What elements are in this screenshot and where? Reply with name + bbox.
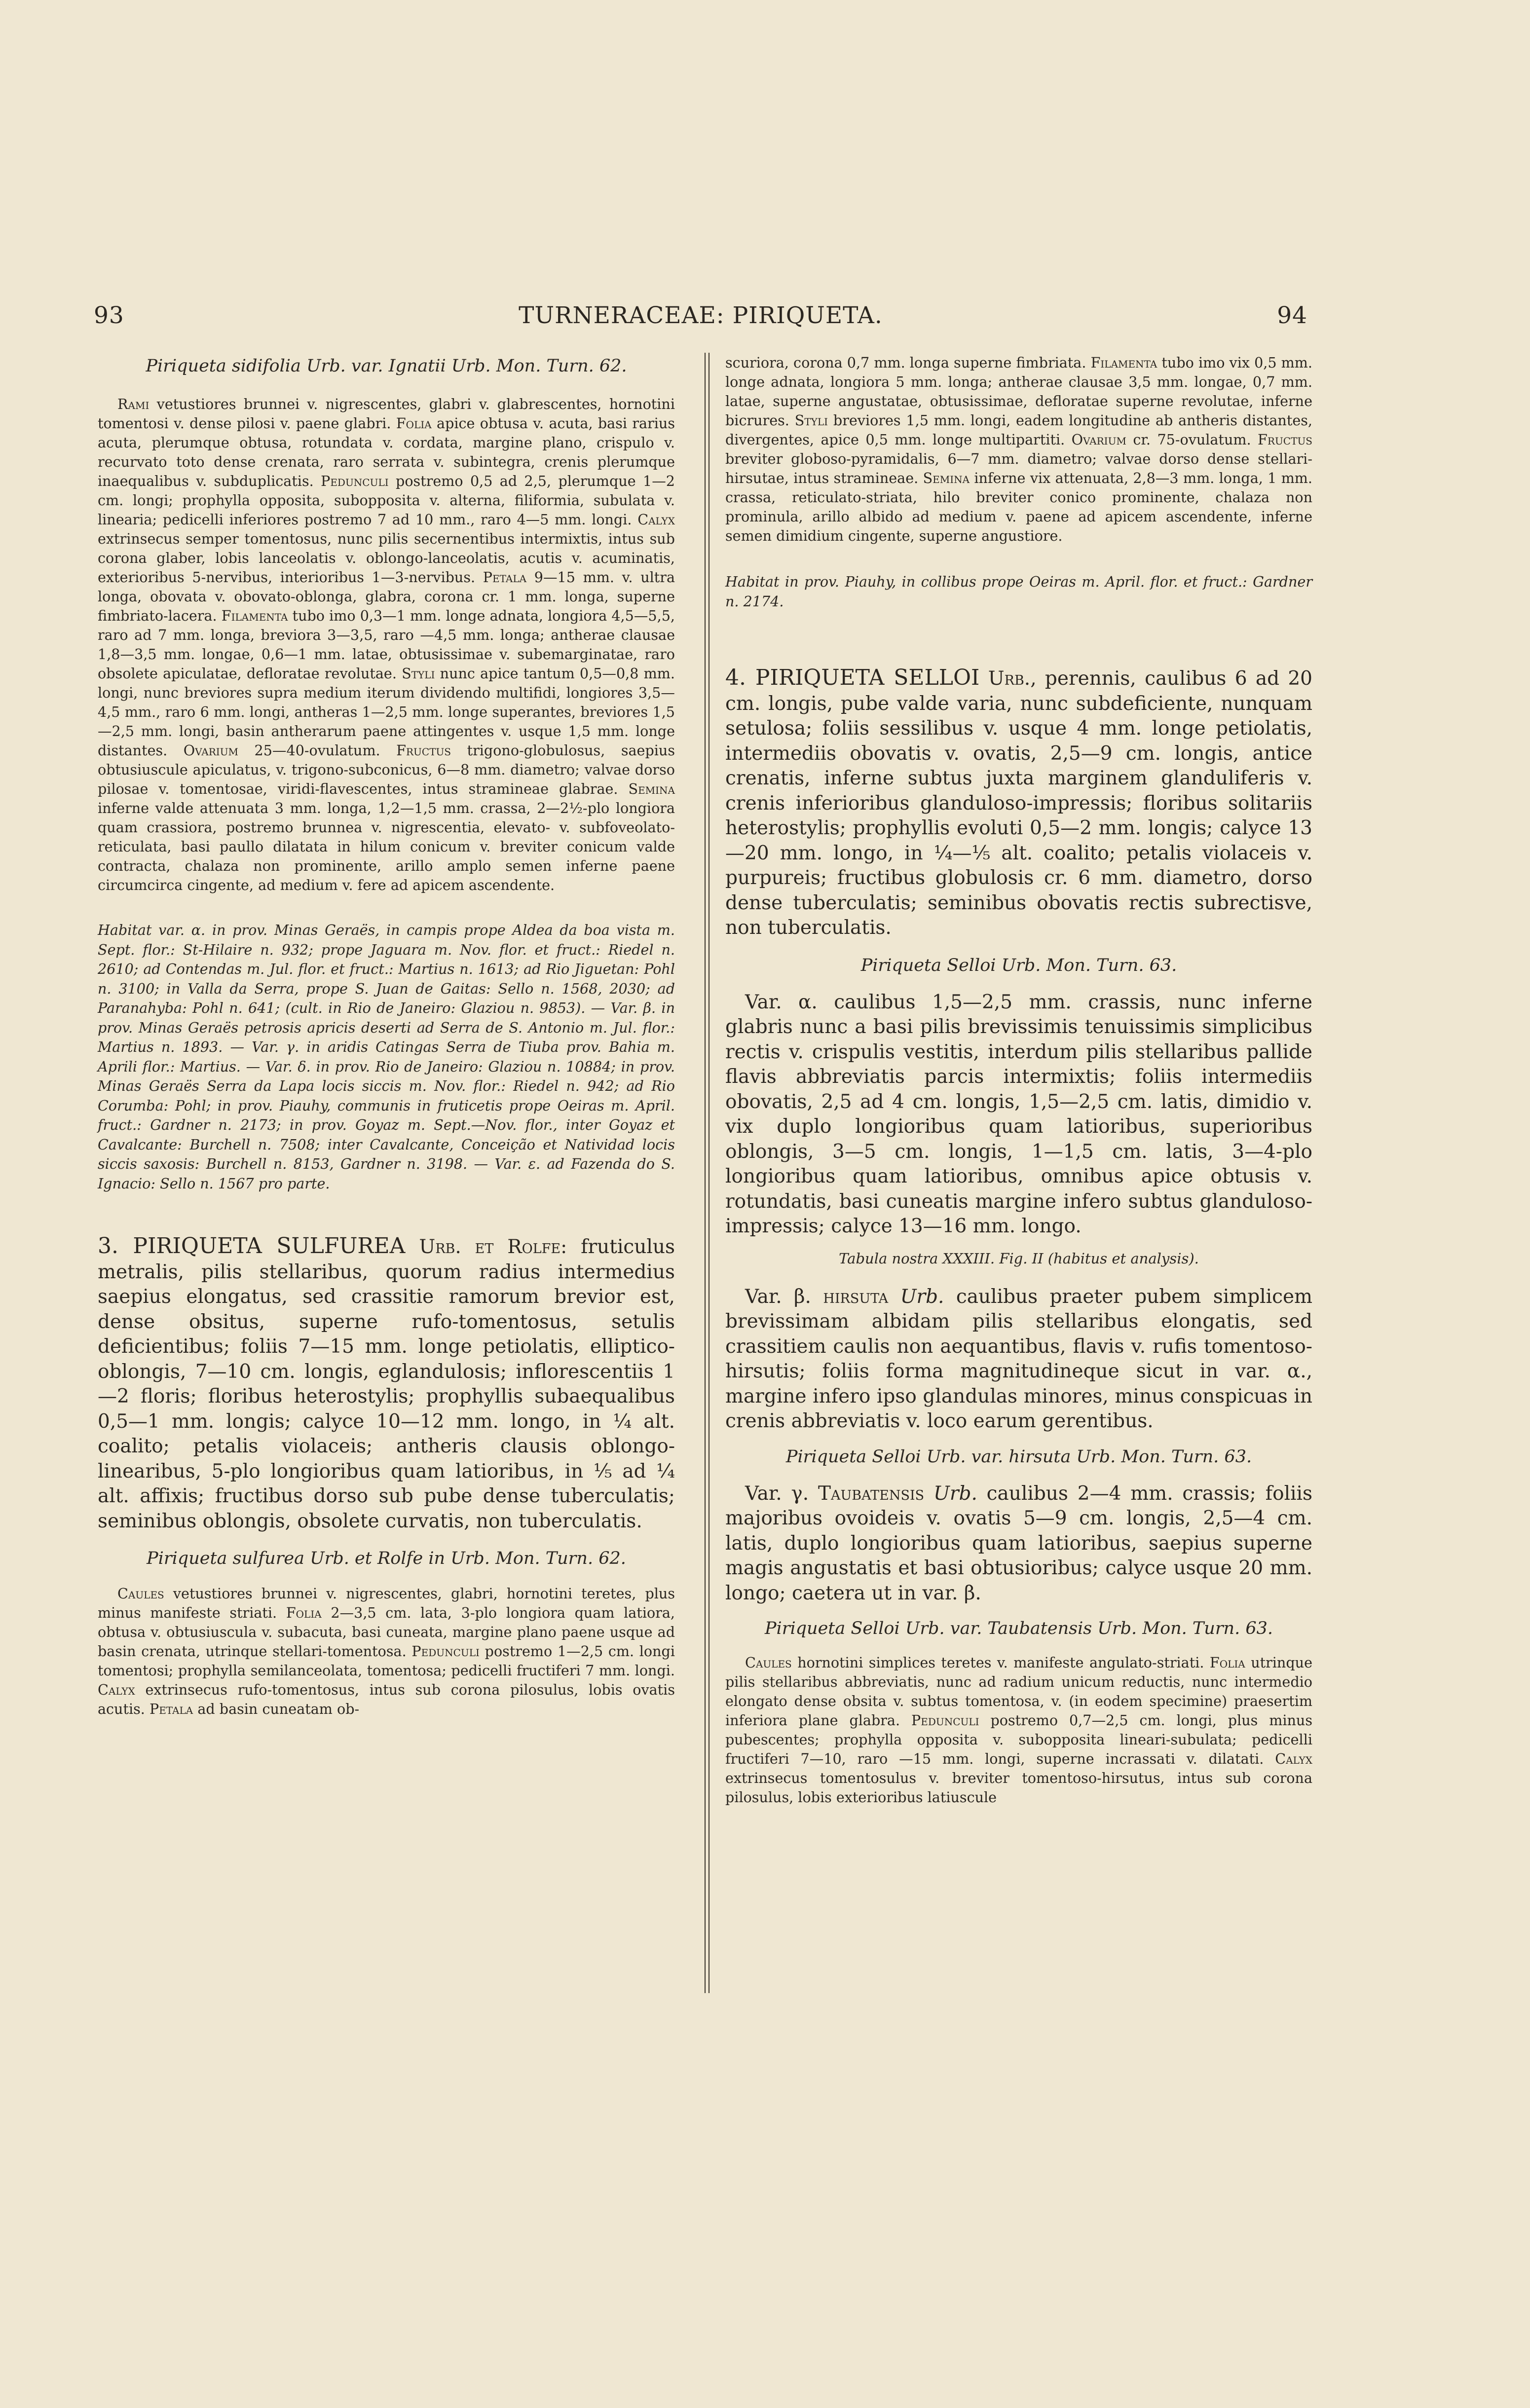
description-sulfurea (98, 1584, 675, 1719)
species-3-heading: 3. PIRIQUETA SULFUREA (98, 1233, 406, 1259)
organ-text: trigono-globulosus, saepius obtusiuscule apiculatus, v. trigono-subconicus, 6—8 mm. diametro; valvae dorso pilosae v. tomentosae, viridi-flavescentes, intus stramineae glabrae. (98, 742, 675, 797)
citation-hirsuta: Piriqueta Selloi Urb. var. hirsuta Urb. Mon. Turn. 63. (785, 1446, 1252, 1467)
organ-text: utrinque pilis stellaribus abbreviatis, nunc ad radium unicum reductis, nunc intermedio elongato dense obsita v. subtus tomentosa, v. (in eodem specimine) praesertim inferiora plane glabra. (725, 1654, 1312, 1729)
organ-text: hornotini simplices teretes v. manifeste angulato-striati. (791, 1654, 1210, 1671)
description-paragraph (98, 1584, 675, 1719)
variety-gamma (725, 1482, 1312, 1606)
running-title: TURNERACEAE: PIRIQUETA. (519, 302, 883, 329)
organ-heading: Rami (117, 396, 149, 412)
organ-heading: Styli (794, 412, 828, 429)
organ-text: breviter globoso-pyramidalis, 6—7 mm. diametro; valvae dorso dense stellari-hirsutae, intus stramineae. (725, 450, 1312, 486)
habitat-sulfurea: Habitat in prov. Piauhy, in collibus prope Oeiras m. April. flor. et fruct.: Gardner n. 2174. (725, 573, 1312, 610)
organ-heading: Petala (149, 1701, 193, 1717)
variety-gamma-text: caulibus 2—4 mm. crassis; foliis majoribus ovoideis v. ovatis 5—9 cm. longis, 2,5—4 cm. latis, duplo longioribus quam latioribus, saepius superne magis angustatis et basi obtusioribus; calyce usque 20 mm. longo; caetera ut in var. β. (725, 1482, 1312, 1604)
organ-text: cr. 75-ovulatum. (1126, 431, 1258, 448)
column-divider (705, 353, 709, 1993)
citation-sidifolia: Piriqueta sidifolia Urb. var. Ignatii Urb. Mon. Turn. 62. (146, 356, 627, 376)
variety-beta-label: Var. β. (745, 1285, 811, 1308)
organ-heading: Calyx (1275, 1750, 1312, 1767)
organ-heading: Petala (483, 569, 527, 586)
organ-text: vetustiores brunnei v. nigrescentes, glabri, hornotini teretes, plus minus manifeste striati. (98, 1585, 675, 1621)
organ-heading: Ovarium (1071, 431, 1126, 448)
variety-beta-author: Urb. (900, 1285, 944, 1308)
description-sulfurea-continued (725, 353, 1312, 546)
species-3-description (98, 1234, 675, 1534)
organ-heading: Fructus (396, 742, 451, 759)
organ-text: inferne valde attenuata 3 mm. longa, 1,2—1,5 mm. crassa, 2—2½-plo longiora quam crassiora, postremo brunnea v. nigrescentia, elevato- v. subfoveolato-reticulata, basi paullo dilatata in hilum conicum v. breviter conicum valde contracta, chalaza non prominente, arillo amplo semen inferne paene circumcirca cingente, ad medium v. fere ad apicem ascendente. (98, 800, 675, 893)
description-paragraph (725, 1653, 1312, 1807)
description-taubatensis (725, 1653, 1312, 1807)
organ-text: 25—40-ovulatum. (238, 742, 397, 759)
description-sidifolia (98, 395, 675, 895)
species-3-author: Urb. et Rolfe (419, 1236, 561, 1258)
variety-beta-name: hirsuta (823, 1285, 889, 1308)
organ-heading: Caules (745, 1654, 792, 1671)
organ-heading: Filamenta (221, 607, 288, 624)
organ-text: tubo imo vix 0,5 mm. longe adnata, longiora 5 mm. longa; antherae clausae 3,5 mm. longae, 0,7 mm. latae, superne angustatae, obtusissimae, defloratae superne revolutae, inferne bicrures. (725, 354, 1312, 429)
organ-heading: Semina (628, 780, 675, 797)
citation-taubatensis: Piriqueta Selloi Urb. var. Taubatensis Urb. Mon. Turn. 63. (764, 1619, 1273, 1638)
organ-heading: Folia (1209, 1654, 1245, 1671)
variety-gamma-label: Var. γ. (745, 1482, 809, 1505)
organ-heading: Filamenta (1090, 354, 1157, 371)
page-number-right: 94 (1277, 302, 1307, 329)
organ-heading: Styli (402, 665, 435, 682)
organ-text: extrinsecus rufo-tomentosus, intus sub corona pilosulus, lobis ovatis acutis. (98, 1681, 675, 1717)
species-4-author: Urb. (988, 667, 1031, 690)
organ-heading: Folia (286, 1604, 322, 1621)
species-4-diagnosis: , perennis, caulibus 6 ad 20 cm. longis, pube valde varia, nunc subdeficiente, nunquam setulosa; foliis sessilibus v. usque 4 mm. longe petiolatis, intermediis obovatis v. ovatis, 2,5—9 cm. longis, antice crenatis, inferne subtus juxta marginem glanduliferis v. crenis inferioribus glanduloso-impressis; floribus solitariis heterostylis; prophyllis evoluti 0,5—2 mm. longis; calyce 13—20 mm. longo, in ¼—⅕ alt. coalito; petalis violaceis v. purpureis; fructibus globulosis cr. 6 mm. diametro, dorso dense tuberculatis; seminibus obovatis rectis subrectisve, non tuberculatis. (725, 667, 1312, 939)
page-number-left: 93 (94, 302, 124, 329)
organ-heading: Pedunculi (321, 473, 389, 489)
organ-text: extrinsecus semper tomentosus, nunc pilis secernentibus intermixtis, intus sub corona glaber, lobis lanceolatis v. oblongo-lanceolatis, acutis v. acuminatis, exterioribus 5-nervibus, interioribus 1—3-nervibus. (98, 530, 675, 586)
organ-text: 2—3,5 cm. lata, 3-plo longiora quam latiora, obtusa v. obtusiuscula v. subacuta, basi cuneata, margine plano paene usque ad basin crenata, utrinque stellari-tomentosa. (98, 1604, 675, 1660)
organ-heading: Pedunculi (411, 1643, 480, 1660)
organ-text: ad basin cuneatam ob- (193, 1701, 360, 1717)
plate-reference: Tabula nostra XXXIII. Fig. II (habitus et analysis). (839, 1250, 1199, 1267)
organ-heading: Calyx (637, 511, 675, 528)
organ-text: postremo 0,5 ad 2,5, plerumque 1—2 cm. longi; prophylla opposita, subopposita v. alterna, filiformia, subulata v. linearia; pedicelli inferiores postremo 7 ad 10 mm., raro 4—5 mm. longi. (98, 473, 675, 528)
variety-alpha: Var. α. caulibus 1,5—2,5 mm. crassis, nunc inferne glabris nunc a basi pilis brevissimis tenuissimis simplicibus rectis v. crispulis vestitis, interdum pilis stellaribus pallide flavis abbreviatis parcis intermixtis; foliis intermediis obovatis, 2,5 ad 4 cm. longis, 1,5—2,5 cm. latis, dimidio v. vix duplo longioribus quam latioribus, superioribus oblongis, 3—5 cm. longis, 1—1,5 cm. latis, 3—4-plo longioribus quam latioribus, omnibus apice obtusis v. rotundatis, basi cuneatis margine infero subtus glanduloso-impressis; calyce 13—16 mm. longo. (725, 991, 1312, 1237)
species-3-diagnosis: : fruticulus metralis, pilis stellaribus, quorum radius intermedius saepius elongatus, sed crassitie ramorum brevior est, dense obsitus, superne rufo-tomentosus, setulis deficientibus; foliis 7—15 mm. longe petiolatis, elliptico-oblongis, 7—10 cm. longis, eglandulosis; inflorescentiis 1—2 floris; floribus heterostylis; prophyllis subaequalibus 0,5—1 mm. longis; calyce 10—12 mm. longo, in ¼ alt. coalito; petalis violaceis; antheris clausis oblongo-linearibus, 5-plo longioribus quam latioribus, in ⅕ ad ¼ alt. affixis; fructibus dorso sub pube dense tuberculatis; seminibus oblongis, obsolete curvatis, non tuberculatis. (98, 1236, 675, 1532)
right-column (725, 351, 1312, 1807)
organ-text: nunc apice tantum 0,5—0,8 mm. longi, nunc breviores supra medium iterum dividendo multifidi, longiores 3,5—4,5 mm., raro 6 mm. longi, antheras 1—2,5 mm. longe superantes, breviores 1,5—2,5 mm. longi, basin antherarum paene attingentes v. usque 1,5 mm. longe distantes. (98, 665, 675, 759)
species-4-heading: 4. PIRIQUETA SELLOI (725, 665, 980, 690)
organ-heading: Semina (923, 470, 970, 486)
organ-text: extrinsecus tomentosulus v. breviter tomentoso-hirsutus, intus sub corona pilosulus, lobis exterioribus latiuscule (725, 1770, 1312, 1806)
organ-text: vetustiores brunnei v. nigrescentes, glabri v. glabrescentes, hornotini tomentosi v. dense pilosi v. paene glabri. (98, 396, 675, 432)
organ-text: inferne vix attenuata, 2,8—3 mm. longa, 1 mm. crassa, reticulato-striata, hilo breviter conico prominente, chalaza non prominula, arillo albido ad medium v. paene ad apicem ascendente, inferne semen dimidium cingente, superne angustiore. (725, 470, 1313, 544)
organ-heading: Caules (117, 1585, 164, 1602)
organ-text: scuriora, corona 0,7 mm. longa superne fimbriata. (725, 354, 1091, 371)
left-column (98, 351, 675, 1719)
habitat-sidifolia: Habitat var. α. in prov. Minas Geraës, in campis prope Aldea da boa vista m. Sept. flor.: St-Hilaire n. 932; prope Jaguara m. Nov. flor. et fruct.: Riedel n. 2610; ad Contendas m. Jul. flor. et fruct.: Martius n. 1613; ad Rio Jiguetan: Pohl n. 3100; in Valla da Serra, prope S. Juan de Gaitas: Sello n. 1568, 2030; ad Paranahyba: Pohl n. 641; (cult. in Rio de Janeiro: Glaziou n. 9853). — Var. β. in prov. Minas Geraës petrosis apricis deserti ad Serra de S. Antonio m. Jul. flor.: Martius n. 1893. — Var. γ. in aridis Catingas Serra de Tiuba prov. Bahia m. Aprili flor.: Martius. — Var. δ. in prov. Rio de Janeiro: Glaziou n. 10884; in prov. Minas Geraës Serra da Lapa locis siccis m. Nov. flor.: Riedel n. 942; ad Rio Corumba: Pohl; in prov. Piauhy, communis in fruticetis prope Oeiras m. April. fruct.: Gardner n. 2173; in prov. Goyaz m. Sept.—Nov. flor., inter Goyaz et Cavalcante: Burchell n. 7508; inter Cavalcante, Conceição et Natividad locis siccis saxosis: Burchell n. 8153, Gardner n. 3198. — Var. ε. ad Fazenda do S. Ignacio: Sello n. 1567 pro parte. (98, 922, 675, 1192)
description-paragraph (98, 395, 675, 895)
organ-text: apice obtusa v. acuta, basi rarius acuta, plerumque obtusa, rotundata v. cordata, margine plano, crispulo v. recurvato toto dense crenata, raro serrata v. subintegra, crenis plerumque inaequalibus v. subduplicatis. (98, 415, 675, 489)
variety-gamma-name: Taubatensis (818, 1482, 925, 1505)
variety-beta (725, 1285, 1312, 1434)
organ-text: postremo 0,7—2,5 cm. longi, plus minus pubescentes; prophylla opposita v. subopposita lineari-subulata; pedicelli fructiferi 7—10, raro —15 mm. longi, superne incrassati v. dilatati. (725, 1712, 1312, 1767)
description-paragraph (725, 353, 1312, 546)
organ-heading: Ovarium (183, 742, 239, 759)
variety-beta-text: caulibus praeter pubem simplicem brevissimam albidam pilis stellaribus elongatis, sed crassitiem caulis non aequantibus, flavis v. rufis tomentoso-hirsutis; foliis forma magnitudineque sicut in var. α., margine infero ipso glandulas minores, minus conspicuas in crenis abbreviatis v. loco earum gerentibus. (725, 1285, 1313, 1432)
organ-heading: Fructus (1258, 431, 1312, 448)
species-4-description (725, 666, 1312, 941)
organ-heading: Pedunculi (911, 1712, 979, 1729)
organ-text: postremo 1—2,5 cm. longi tomentosi; prophylla semilanceolata, tomentosa; pedicelli fructiferi 7 mm. longi. (98, 1643, 675, 1679)
organ-heading: Calyx (98, 1681, 135, 1698)
organ-text: breviores 1,5 mm. longi, eadem longitudine ab antheris distantes, divergentes, apice 0,5 mm. longe multipartiti. (725, 412, 1312, 448)
organ-text: tubo imo 0,3—1 mm. longe adnata, longiora 4,5—5,5, raro ad 7 mm. longa, breviora 3—3,5, raro —4,5 mm. longa; antherae clausae 1,8—3,5 mm. longae, 0,6—1 mm. latae, obtusissimae v. subemarginatae, raro obsolete apiculatae, defloratae revolutae. (98, 607, 675, 682)
organ-text: 9—15 mm. v. ultra longa, obovata v. obovato-oblonga, glabra, corona cr. 1 mm. longa, superne fimbriato-lacera. (98, 569, 675, 624)
citation-sulfurea: Piriqueta sulfurea Urb. et Rolfe in Urb. Mon. Turn. 62. (147, 1549, 626, 1568)
citation-selloi: Piriqueta Selloi Urb. Mon. Turn. 63. (860, 955, 1177, 975)
organ-heading: Folia (396, 415, 432, 432)
variety-gamma-author: Urb. (933, 1482, 977, 1505)
